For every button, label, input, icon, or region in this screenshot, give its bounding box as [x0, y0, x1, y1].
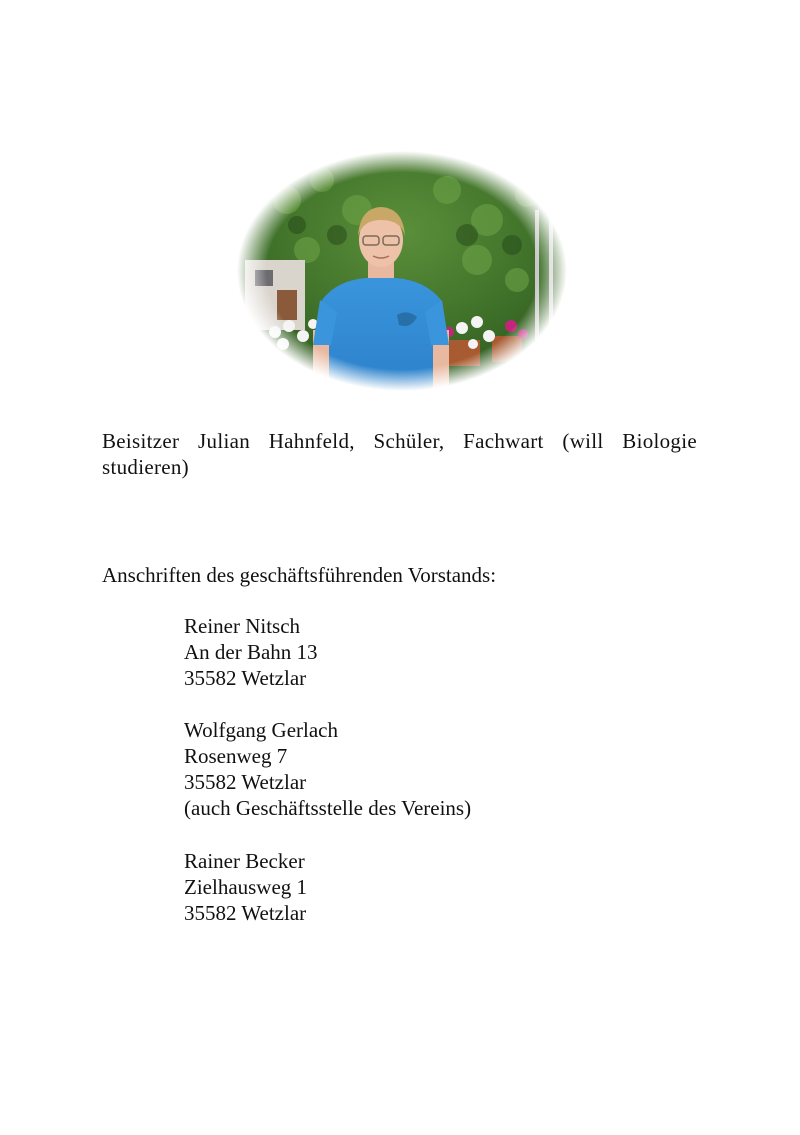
address-name: Wolfgang Gerlach: [184, 718, 338, 742]
address-street: An der Bahn 13: [184, 640, 318, 664]
address-block: [184, 613, 318, 691]
address-note: (auch Geschäftsstelle des Vereins): [184, 796, 472, 820]
addresses-heading: Anschriften des geschäftsführenden Vorstands:: [102, 563, 497, 587]
portrait-photo: [227, 140, 577, 402]
address-name: Reiner Nitsch: [184, 614, 301, 638]
address-block: [184, 848, 307, 926]
address-city: 35582 Wetzlar: [184, 666, 307, 690]
address-street: Zielhausweg 1: [184, 875, 308, 899]
address-block: [184, 717, 471, 821]
address-street: Rosenweg 7: [184, 744, 288, 768]
address-name: Rainer Becker: [184, 849, 305, 873]
address-city: 35582 Wetzlar: [184, 770, 307, 794]
address-city: 35582 Wetzlar: [184, 901, 307, 925]
photo-caption: Beisitzer Julian Hahnfeld, Schüler, Fachwart (will Biologie studieren): [102, 429, 697, 479]
